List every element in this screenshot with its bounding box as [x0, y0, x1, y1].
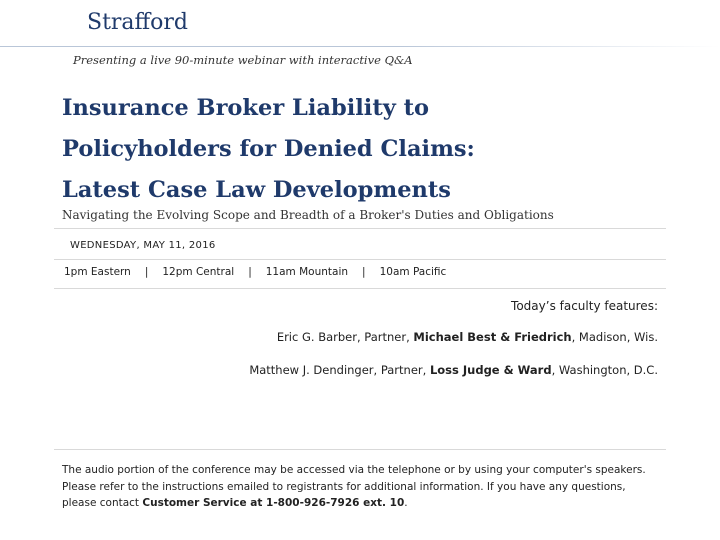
page-subtitle: Navigating the Evolving Scope and Breadth of a Broker's Duties and Obligations [62, 208, 554, 222]
speaker-firm: Loss Judge & Ward [429, 363, 552, 377]
divider-date [54, 259, 666, 260]
title-line-1: Insurance Broker Liability to [62, 95, 430, 121]
speaker-2 [249, 363, 658, 377]
header-divider [0, 46, 720, 47]
time-separator: | [144, 266, 149, 278]
divider-top [54, 228, 666, 229]
speaker-location: , Madison, Wis. [571, 330, 658, 344]
time-mountain: 11am Mountain [265, 266, 349, 278]
webinar-tagline: Presenting a live 90-minute webinar with interactive Q&A [73, 53, 413, 67]
event-times [64, 266, 446, 278]
divider-footer [54, 449, 666, 450]
audio-instructions [62, 462, 662, 512]
time-separator: | [248, 266, 252, 278]
faculty-heading: Today’s faculty features: [511, 299, 658, 313]
footer-text: The audio portion of the conference may be accessed via the telephone or by using your computer's speakers. Please refer to the instructions emailed to registrants for additional information. If you have any questions, please contact [62, 464, 646, 509]
time-pacific: 10am Pacific [379, 266, 447, 278]
speaker-name-role: Eric G. Barber, Partner, [276, 330, 414, 344]
customer-service-contact: Customer Service at 1-800-926-7926 ext. 10 [142, 497, 405, 509]
strafford-logo: Strafford [87, 10, 189, 35]
time-separator: | [362, 266, 366, 278]
title-line-2: Policyholders for Denied Claims: [62, 136, 475, 162]
speaker-location: , Washington, D.C. [551, 363, 658, 377]
title-line-3: Latest Case Law Developments [62, 177, 451, 203]
speaker-firm: Michael Best & Friedrich [413, 330, 572, 344]
page-title [62, 88, 702, 211]
time-central: 12pm Central [162, 266, 235, 278]
footer-end: . [404, 497, 408, 509]
speaker-name-role: Matthew J. Dendinger, Partner, [249, 363, 430, 377]
speaker-1 [277, 330, 658, 344]
divider-times [54, 288, 666, 289]
time-eastern: 1pm Eastern [64, 266, 131, 278]
event-date: WEDNESDAY, MAY 11, 2016 [70, 240, 216, 251]
